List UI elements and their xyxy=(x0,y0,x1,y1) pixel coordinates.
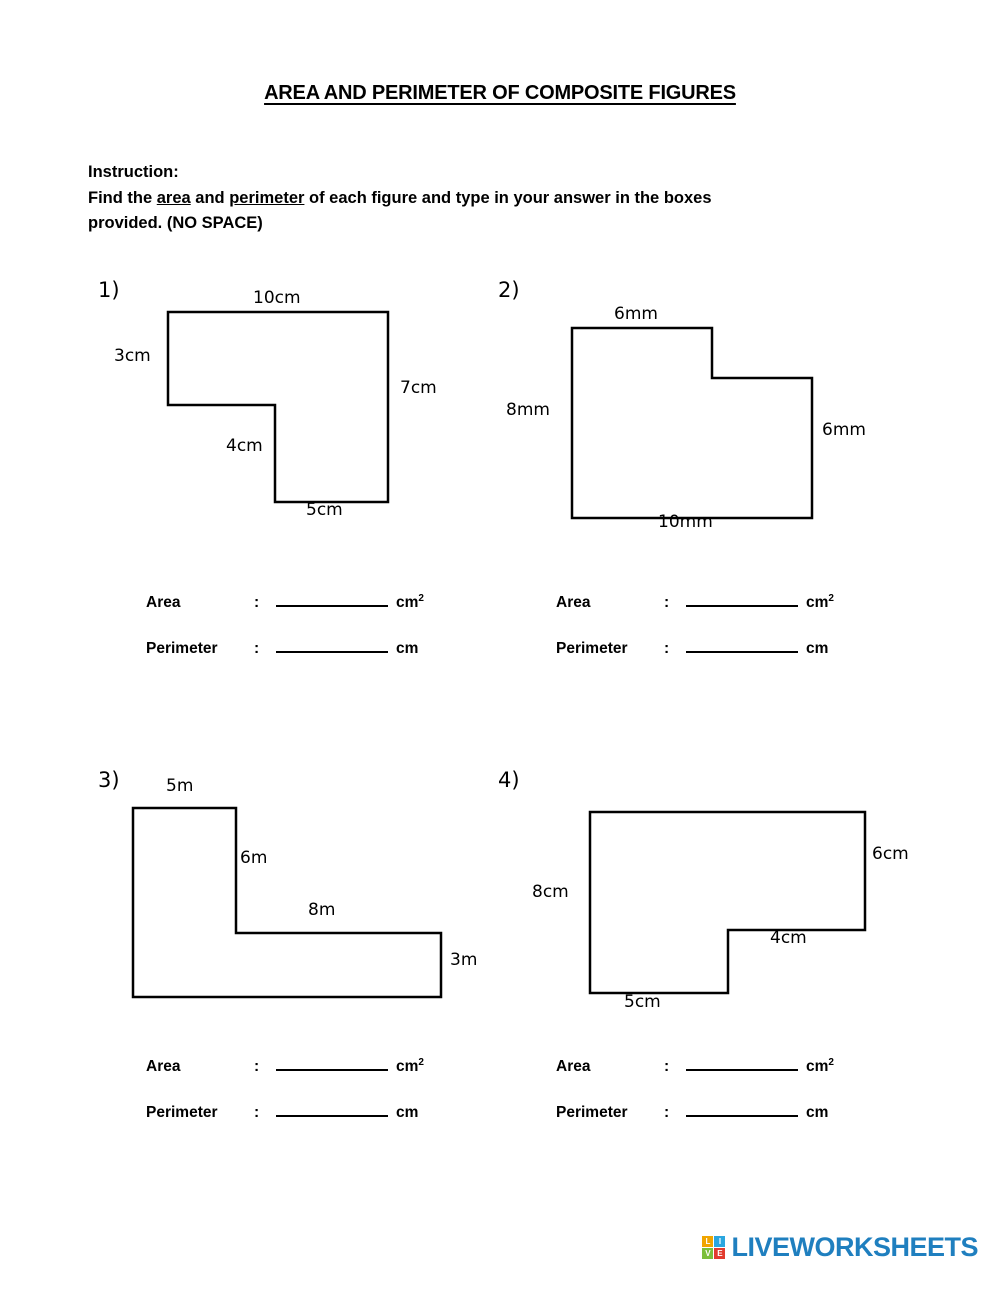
figure-3-dim-inner-h: 8m xyxy=(308,900,336,920)
perimeter-label-1: Perimeter xyxy=(146,640,218,657)
figure-2-shape xyxy=(560,300,830,530)
figure-1-dim-bottom: 5cm xyxy=(306,500,343,520)
figure-3 xyxy=(128,776,478,1010)
perimeter-row-4 xyxy=(556,1100,834,1122)
perimeter-input-3[interactable] xyxy=(276,1100,388,1117)
perimeter-colon-4: : xyxy=(664,1104,670,1121)
logo-wordmark: LIVEWORKSHEETS xyxy=(731,1232,978,1262)
figure-4-dim-inner: 4cm xyxy=(770,928,807,948)
figure-1-dim-top: 10cm xyxy=(253,288,301,308)
figure-1-shape xyxy=(160,300,410,520)
area-unit-4: $cm^2$ xyxy=(806,1056,834,1075)
instruction-word-area: area xyxy=(156,188,191,207)
problem-2-number: 2) xyxy=(498,278,520,302)
area-row-4 xyxy=(556,1054,834,1076)
instruction-post: of each figure and type in your answer in the boxes xyxy=(304,188,712,207)
figure-4-dim-right: 6cm xyxy=(872,844,909,864)
liveworksheets-logo[interactable] xyxy=(702,1232,978,1263)
perimeter-unit-1: cm xyxy=(396,640,419,657)
figure-1-dim-left: 3cm xyxy=(114,346,151,366)
answers-problem-2 xyxy=(556,590,834,682)
perimeter-unit-2: cm xyxy=(806,640,829,657)
area-unit-1: $cm^2$ xyxy=(396,592,424,611)
area-label-2: Area xyxy=(556,594,591,611)
perimeter-label-3: Perimeter xyxy=(146,1104,218,1121)
area-label-3: Area xyxy=(146,1058,181,1075)
problem-3-number: 3) xyxy=(98,768,120,792)
area-label-4: Area xyxy=(556,1058,591,1075)
figure-4-shape xyxy=(560,790,890,1010)
area-row-1 xyxy=(146,590,424,612)
perimeter-unit-3: cm xyxy=(396,1104,419,1121)
area-input-2[interactable] xyxy=(686,590,798,607)
figure-1-dim-inner: 4cm xyxy=(226,436,263,456)
area-input-1[interactable] xyxy=(276,590,388,607)
area-row-2 xyxy=(556,590,834,612)
perimeter-label-2: Perimeter xyxy=(556,640,628,657)
perimeter-input-2[interactable] xyxy=(686,636,798,653)
figure-2-dim-bottom: 10mm xyxy=(658,512,713,532)
perimeter-row-3 xyxy=(146,1100,424,1122)
figure-3-shape xyxy=(128,790,458,1010)
perimeter-colon-3: : xyxy=(254,1104,260,1121)
figure-1 xyxy=(114,288,437,520)
figure-2 xyxy=(506,300,866,532)
logo-square-i: I xyxy=(714,1236,725,1247)
logo-square-v: V xyxy=(702,1248,713,1259)
area-unit-2: $cm^2$ xyxy=(806,592,834,611)
logo-square-e: E xyxy=(714,1248,725,1259)
figure-2-dim-top: 6mm xyxy=(614,304,658,324)
problem-4-number: 4) xyxy=(498,768,520,792)
perimeter-colon-2: : xyxy=(664,640,670,657)
logo-squares-icon xyxy=(702,1236,725,1259)
area-colon-2: : xyxy=(664,594,670,611)
area-input-3[interactable] xyxy=(276,1054,388,1071)
figure-3-dim-right: 3m xyxy=(450,950,478,970)
area-label-1: Area xyxy=(146,594,181,611)
figure-1-dim-right: 7cm xyxy=(400,378,437,398)
area-colon-3: : xyxy=(254,1058,260,1075)
problem-1-number: 1) xyxy=(98,278,120,302)
perimeter-unit-4: cm xyxy=(806,1104,829,1121)
instruction-word-perimeter: perimeter xyxy=(229,188,305,207)
figure-4-dim-left: 8cm xyxy=(532,882,569,902)
area-row-3 xyxy=(146,1054,424,1076)
figure-4 xyxy=(532,790,909,1012)
instruction-mid: and xyxy=(190,188,230,207)
logo-square-l: L xyxy=(702,1236,713,1247)
area-input-4[interactable] xyxy=(686,1054,798,1071)
instruction-line-1 xyxy=(88,186,918,212)
answers-problem-3 xyxy=(146,1054,424,1146)
instruction-pre: Find the xyxy=(88,188,157,207)
instruction-block xyxy=(88,160,918,237)
answers-problem-1 xyxy=(146,590,424,682)
answers-problem-4 xyxy=(556,1054,834,1146)
instruction-line-2: provided. (NO SPACE) xyxy=(88,214,263,233)
figure-3-dim-top: 5m xyxy=(166,776,194,796)
instruction-heading: Instruction: xyxy=(88,163,179,181)
area-colon-1: : xyxy=(254,594,260,611)
figure-2-dim-right: 6mm xyxy=(822,420,866,440)
perimeter-input-1[interactable] xyxy=(276,636,388,653)
figure-4-dim-bottom: 5cm xyxy=(624,992,661,1012)
perimeter-input-4[interactable] xyxy=(686,1100,798,1117)
perimeter-row-2 xyxy=(556,636,834,658)
page-title: AREA AND PERIMETER OF COMPOSITE FIGURES xyxy=(264,82,736,104)
area-unit-3: $cm^2$ xyxy=(396,1056,424,1075)
perimeter-row-1 xyxy=(146,636,424,658)
area-colon-4: : xyxy=(664,1058,670,1075)
figure-3-dim-inner-v: 6m xyxy=(240,848,268,868)
perimeter-colon-1: : xyxy=(254,640,260,657)
perimeter-label-4: Perimeter xyxy=(556,1104,628,1121)
figure-2-dim-left: 8mm xyxy=(506,400,550,420)
